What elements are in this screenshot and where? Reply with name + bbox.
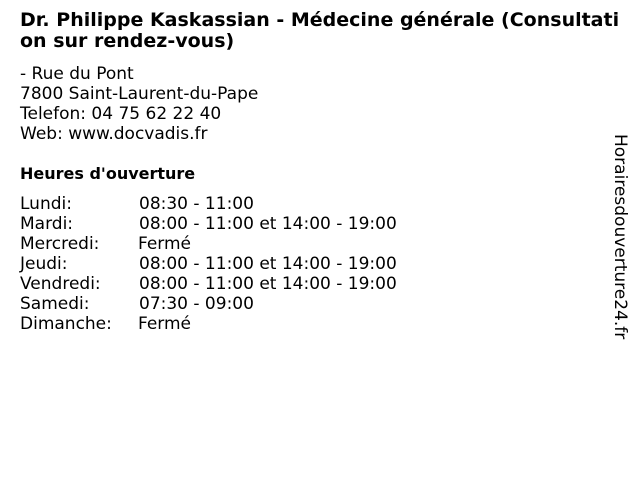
day-hours: 08:00 - 11:00 et 14:00 - 19:00 [139,274,397,294]
website: Web: www.docvadis.fr [20,124,208,144]
brand-text: Horairesdouverture24.fr [610,134,630,340]
opening-hours-heading: Heures d'ouverture [20,164,196,183]
day-hours: 08:00 - 11:00 et 14:00 - 19:00 [139,254,397,274]
day-label: Dimanche: [20,314,112,334]
day-hours: Fermé [138,314,192,334]
day-label: Mardi: [20,214,74,234]
day-hours: 08:00 - 11:00 et 14:00 - 19:00 [139,214,397,234]
day-label: Vendredi: [20,274,101,294]
day-hours: Fermé [138,234,192,254]
address-block [20,64,258,144]
day-label: Lundi: [20,194,72,214]
day-label: Jeudi: [20,254,68,274]
day-hours: 08:30 - 11:00 [139,194,254,214]
address-city: 7800 Saint-Laurent-du-Pape [20,84,259,104]
brand-watermark [610,134,630,374]
day-hours: 07:30 - 09:00 [139,294,254,314]
day-label: Samedi: [20,294,90,314]
day-label: Mercredi: [20,234,100,254]
page-title: Dr. Philippe Kaskassian - Médecine générale (Consultation sur rendez-vous) [20,9,620,52]
phone-number: Telefon: 04 75 62 22 40 [20,104,222,124]
address-street: - Rue du Pont [20,64,134,84]
